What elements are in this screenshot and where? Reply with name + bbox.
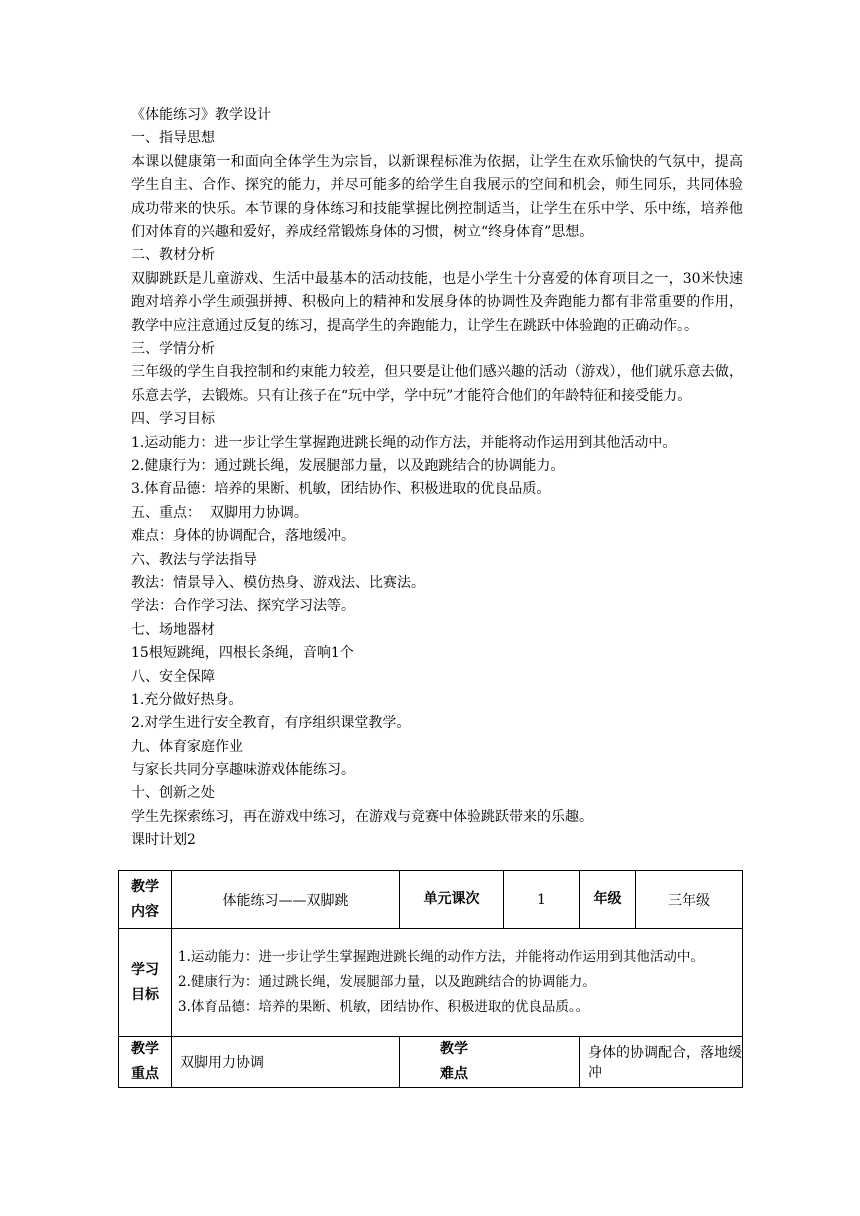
section-heading-material-analysis: 二、教材分析 xyxy=(131,247,215,264)
teaching-method-line: 教法：情景导入、模仿热身、游戏法、比赛法。 xyxy=(131,574,425,591)
difficulty-label: 教学难点 xyxy=(440,1041,468,1082)
learning-goal-item: 3.体育品德：培养的果断、机敏，团结协作、积极进取的优良品质。 xyxy=(131,481,551,498)
lesson-plan-table xyxy=(118,870,743,1088)
key-value: 双脚用力协调 xyxy=(172,1037,400,1088)
learning-method-line: 学法：合作学习法、探究学习法等。 xyxy=(131,598,355,615)
unit-label: 单元课次 xyxy=(400,871,504,929)
section-heading-methods: 六、教法与学法指导 xyxy=(131,551,257,568)
innovation-line: 学生先探索练习，再在游戏中练习，在游戏与竞赛中体验跳跃带来的乐趣。 xyxy=(131,808,593,825)
table-row xyxy=(119,871,743,929)
table-row xyxy=(119,1037,743,1088)
grade-value: 三年级 xyxy=(636,871,743,929)
section-heading-homework: 九、体育家庭作业 xyxy=(131,738,243,755)
safety-item: 2.对学生进行安全教育，有序组织课堂教学。 xyxy=(131,715,411,732)
content-value: 体能练习——双脚跳 xyxy=(172,871,400,929)
section-heading-guiding-thought: 一、指导思想 xyxy=(131,130,215,147)
key-label-cell xyxy=(119,1037,172,1088)
section-heading-equipment: 七、场地器材 xyxy=(131,621,215,638)
content-label-cell xyxy=(119,871,172,929)
section-body-material-analysis: 双脚跳跃是儿童游戏、生活中最基本的活动技能，也是小学生十分喜爱的体育项目之一，30米快速跑对培养小学生顽强拼搏、积极向上的精神和发展身体的协调性及奔跑能力都有非常重要的作用，教学中应注意通过反复的练习，提高学生的奔跑能力，让学生在跳跃中体验跑的正确动作。。 xyxy=(131,270,743,334)
goal-item: 3.体育品德：培养的果断、机敏，团结协作、积极进取的优良品质。。 xyxy=(178,999,590,1015)
unit-value: 1 xyxy=(504,871,580,929)
safety-item: 1.充分做好热身。 xyxy=(131,691,243,708)
section-heading-safety: 八、安全保障 xyxy=(131,668,215,685)
section-heading-key-point: 五、重点： 双脚用力协调。 xyxy=(131,504,308,521)
section-body-student-analysis: 三年级的学生自我控制和约束能力较差，但只要是让他们感兴趣的活动（游戏），他们就乐意去做，乐意去学，去锻炼。只有让孩子在“玩中学，学中玩”才能符合他们的年龄特征和接受能力。 xyxy=(131,364,743,404)
learning-goal-item: 2.健康行为：通过跳长绳，发展腿部力量，以及跑跳结合的协调能力。 xyxy=(131,458,565,474)
difficulty-value: 身体的协调配合，落地缓冲 xyxy=(580,1037,743,1088)
difficulty-label-cell xyxy=(400,1037,580,1088)
section-body-guiding-thought: 本课以健康第一和面向全体学生为宗旨，以新课程标准为依据，让学生在欢乐愉快的气氛中，提高学生自主、合作、探究的能力，并尽可能多的给学生自我展示的空间和机会，师生同乐，共同体验成功带来的快乐。本节课的身体练习和技能掌握比例控制适当，让学生在乐中学、乐中练，培养他们对体育的兴趣和爱好，养成经常锻炼身体的习惯，树立“终身体育”思想。 xyxy=(131,153,743,240)
document-title: 《体能练习》教学设计 xyxy=(131,107,271,123)
section-heading-student-analysis: 三、学情分析 xyxy=(131,341,215,358)
goals-label-cell xyxy=(119,929,172,1037)
goals-cell xyxy=(172,929,743,1037)
difficulty-line: 难点：身体的协调配合，落地缓冲。 xyxy=(131,528,355,545)
section-heading-learning-goals: 四、学习目标 xyxy=(131,411,215,428)
homework-line: 与家长共同分享趣味游戏体能练习。 xyxy=(131,762,355,779)
goal-item: 1.运动能力：进一步让学生掌握跑进跳长绳的动作方法，并能将动作运用到其他活动中。 xyxy=(178,949,704,965)
section-heading-innovation: 十、创新之处 xyxy=(131,785,215,802)
content-label: 教学内容 xyxy=(131,878,159,920)
grade-label: 年级 xyxy=(580,871,636,929)
goal-item: 2.健康行为：通过跳长绳，发展腿部力量，以及跑跳结合的协调能力。 xyxy=(178,974,596,990)
goals-label: 学习目标 xyxy=(131,961,159,1003)
equipment-line: 15根短跳绳，四根长条绳，音响1个 xyxy=(131,645,354,662)
table-row xyxy=(119,929,743,1037)
key-label: 教学重点 xyxy=(131,1041,159,1082)
plan-caption: 课时计划2 xyxy=(131,832,196,849)
document-body xyxy=(131,104,743,853)
learning-goal-item: 1.运动能力：进一步让学生掌握跑进跳长绳的动作方法，并能将动作运用到其他活动中。 xyxy=(131,434,677,451)
